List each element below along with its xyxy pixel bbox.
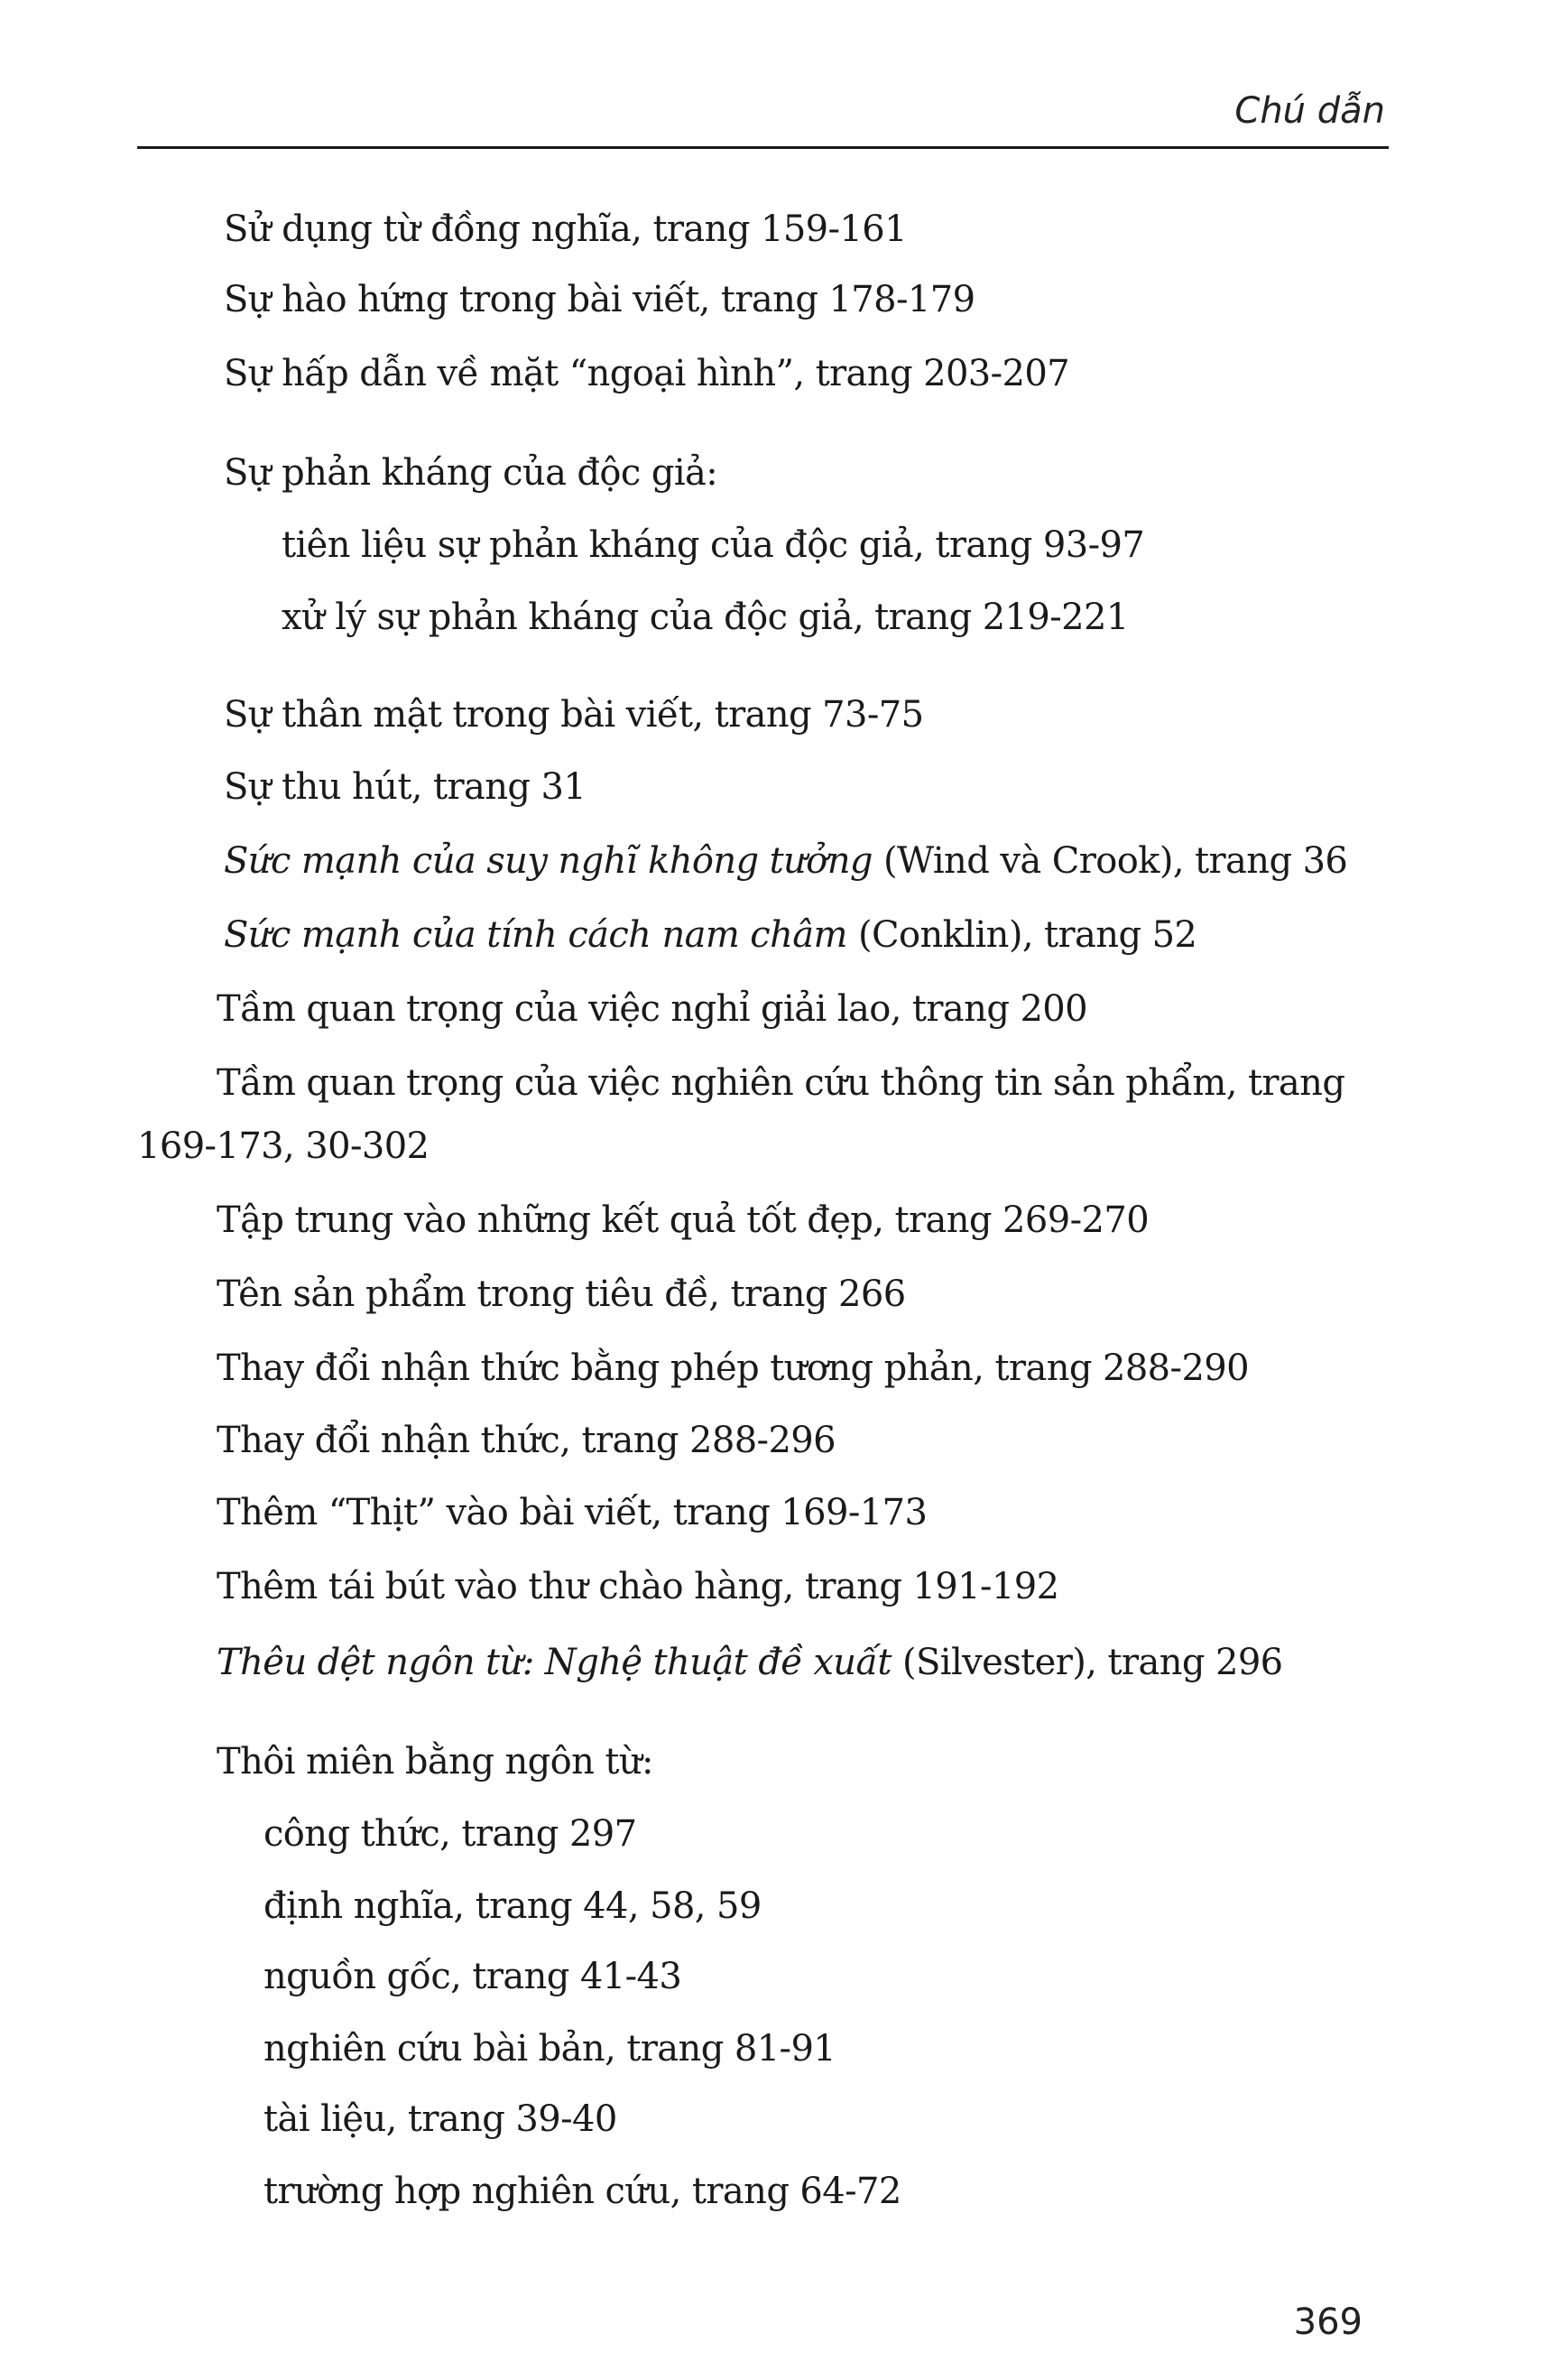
index-entry <box>217 1641 1283 1684</box>
index-entry: Sự hào hứng trong bài viết, trang 178-179 <box>224 279 975 320</box>
index-entry: Thay đổi nhận thức bằng phép tương phản, trang 288-290 <box>217 1347 1249 1389</box>
index-entry: Tên sản phẩm trong tiêu đề, trang 266 <box>217 1273 906 1315</box>
book-title: Sức mạnh của suy nghĩ không tưởng <box>224 840 873 882</box>
index-subentry: nghiên cứu bài bản, trang 81-91 <box>263 2028 836 2070</box>
entry-reference: (Silvester), trang 296 <box>891 1642 1283 1683</box>
index-subentry: trường hợp nghiên cứu, trang 64-72 <box>263 2171 901 2212</box>
index-entry: Sự phản kháng của độc giả: <box>224 452 718 494</box>
index-entry: Tầm quan trọng của việc nghiên cứu thông tin sản phẩm, trang <box>217 1062 1345 1104</box>
index-entry: Thêm tái bút vào thư chào hàng, trang 191-192 <box>217 1566 1059 1607</box>
index-subentry: định nghĩa, trang 44, 58, 59 <box>263 1885 762 1927</box>
index-entry: Tập trung vào những kết quả tốt đẹp, trang 269-270 <box>217 1199 1150 1241</box>
index-entry: Sự thu hút, trang 31 <box>224 766 587 808</box>
index-entry: Sự thân mật trong bài viết, trang 73-75 <box>224 694 924 736</box>
index-subentry: tiên liệu sự phản kháng của độc giả, trang 93-97 <box>282 524 1145 566</box>
index-subentry: nguồn gốc, trang 41-43 <box>263 1956 682 1997</box>
index-entry: Thôi miên bằng ngôn từ: <box>217 1741 653 1783</box>
index-entry <box>224 913 1197 957</box>
index-entry: Thay đổi nhận thức, trang 288-296 <box>217 1420 836 1461</box>
header-rule <box>137 146 1389 149</box>
book-title: Thêu dệt ngôn từ: Nghệ thuật đề xuất <box>217 1642 892 1683</box>
page-number: 369 <box>1293 2301 1363 2343</box>
index-subentry: tài liệu, trang 39-40 <box>263 2098 617 2140</box>
running-header: Chú dẫn <box>1234 90 1385 132</box>
index-entry: Tầm quan trọng của việc nghỉ giải lao, trang 200 <box>217 988 1088 1030</box>
index-entry-continuation: 169-173, 30-302 <box>137 1125 430 1167</box>
index-entry: Thêm “Thịt” vào bài viết, trang 169-173 <box>217 1492 928 1533</box>
index-entry: Sử dụng từ đồng nghĩa, trang 159-161 <box>224 208 907 250</box>
book-title: Sức mạnh của tính cách nam châm <box>224 914 847 956</box>
index-entry <box>224 839 1347 883</box>
entry-reference: (Conklin), trang 52 <box>846 914 1197 956</box>
index-subentry: công thức, trang 297 <box>263 1813 637 1855</box>
entry-reference: (Wind và Crook), trang 36 <box>872 840 1348 882</box>
index-subentry: xử lý sự phản kháng của độc giả, trang 219-221 <box>282 597 1129 638</box>
index-entry: Sự hấp dẫn về mặt “ngoại hình”, trang 203-207 <box>224 353 1070 394</box>
